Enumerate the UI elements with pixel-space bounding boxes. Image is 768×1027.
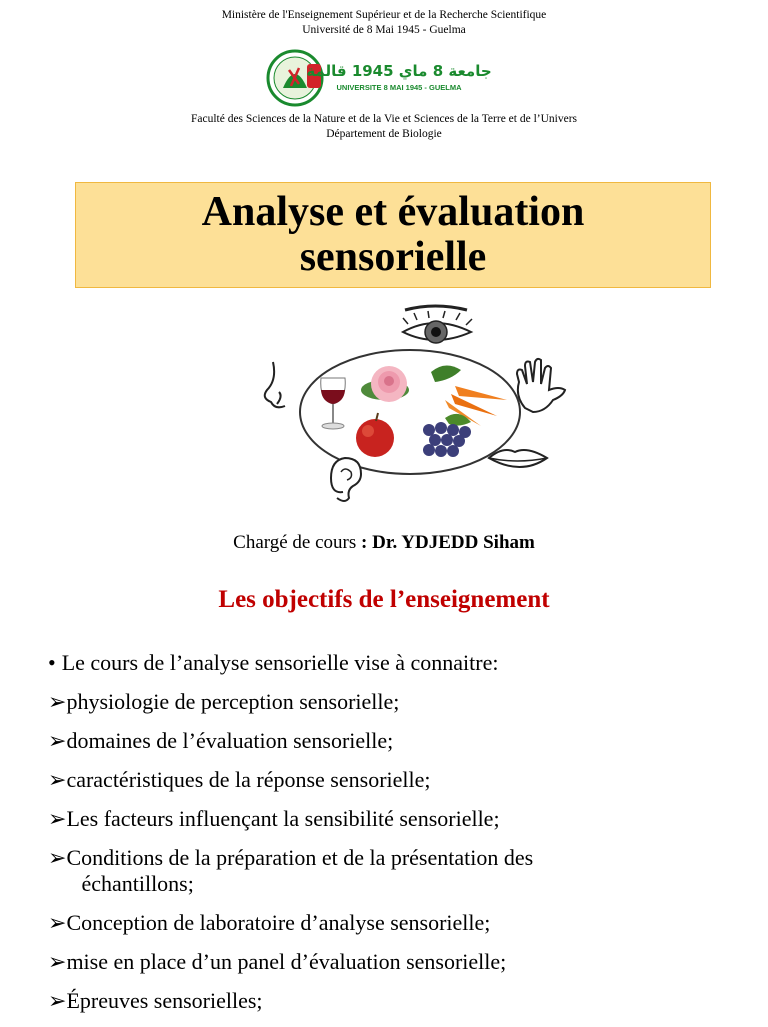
list-item <box>48 988 697 1014</box>
senses-illustration <box>245 300 585 505</box>
intro-text: Le cours de l’analyse sensorielle vise à connaitre: <box>61 650 499 675</box>
list-item-text: mise en place d’un panel d’évaluation sensorielle; <box>66 949 507 974</box>
title-line-2: sensorielle <box>299 234 487 280</box>
ministry-line: Ministère de l'Enseignement Supérieur et de la Recherche Scientifique <box>221 9 547 21</box>
list-item <box>48 689 697 715</box>
list-item <box>48 845 697 897</box>
nose-icon <box>265 362 285 407</box>
list-item-text: Conditions de la préparation et de la présentation des <box>66 845 534 870</box>
faculty-line: Faculté des Sciences de la Nature et de la Vie et Sciences de la Terre et de l’Univers <box>190 113 578 125</box>
carrots-icon <box>431 365 507 426</box>
ear-icon <box>331 458 361 501</box>
apple-icon <box>356 413 394 457</box>
arrow-bullet-icon: ➢ <box>48 767 67 792</box>
document-title <box>75 182 711 288</box>
objectives-heading: Les objectifs de l’enseignement <box>218 586 550 613</box>
faculty-header <box>0 112 768 142</box>
university-line: Université de 8 Mai 1945 - Guelma <box>302 24 466 36</box>
list-item-text: domaines de l’évaluation sensorielle; <box>66 728 394 753</box>
hand-icon <box>517 359 565 412</box>
list-item-text: Conception de laboratoire d’analyse sensorielle; <box>66 910 491 935</box>
department-line: Département de Biologie <box>326 128 442 140</box>
list-item <box>48 910 697 936</box>
lecturer-label: Chargé de cours <box>233 532 362 553</box>
list-item-text-continuation: échantillons; <box>81 871 194 896</box>
wine-glass-icon <box>321 378 346 429</box>
institution-header <box>0 8 768 38</box>
logo-latin-name: UNIVERSITE 8 MAI 1945 - GUELMA <box>336 83 462 92</box>
rose-icon <box>361 366 409 402</box>
arrow-bullet-icon: ➢ <box>48 689 67 714</box>
arrow-bullet-icon: ➢ <box>48 949 67 974</box>
arrow-bullet-icon: ➢ <box>48 910 67 935</box>
list-item-text: physiologie de perception sensorielle; <box>66 689 400 714</box>
lecturer-line <box>0 532 768 554</box>
title-line-1: Analyse et évaluation <box>201 189 585 235</box>
grapes-icon <box>423 414 471 457</box>
lips-icon <box>489 450 547 467</box>
list-item-intro <box>48 650 697 676</box>
university-logo <box>265 50 492 106</box>
logo-arabic-name: جامعة 8 ماي 1945 قالمة <box>306 62 492 80</box>
eye-icon <box>403 306 472 343</box>
list-item-text: Les facteurs influençant la sensibilité sensorielle; <box>66 806 500 831</box>
arrow-bullet-icon: ➢ <box>48 845 67 870</box>
list-item <box>48 949 697 975</box>
bullet: • <box>48 650 56 675</box>
list-item-text: caractéristiques de la réponse sensorielle; <box>66 767 431 792</box>
arrow-bullet-icon: ➢ <box>48 728 67 753</box>
lecturer-name: : Dr. YDJEDD Siham <box>361 532 535 553</box>
arrow-bullet-icon: ➢ <box>48 988 67 1013</box>
list-item-text: Épreuves sensorielles; <box>66 988 263 1013</box>
list-item <box>48 767 697 793</box>
list-item <box>48 728 697 754</box>
arrow-bullet-icon: ➢ <box>48 806 67 831</box>
list-item <box>48 806 697 832</box>
objectives-list <box>48 650 697 1027</box>
